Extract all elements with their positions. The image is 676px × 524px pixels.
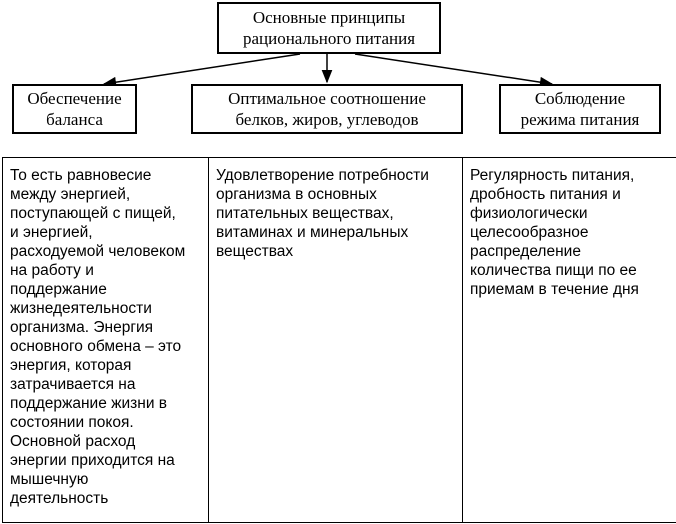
diet-regime-description: Регулярность питания, дробность питания и физиологически целесообразное распределение количества пищи по ее приемам в течение дня [463, 158, 676, 523]
nutrient-ratio-box [191, 84, 463, 134]
nutrient-ratio-description: Удовлетворение потребности организма в основных питательных веществах, витаминах и минеральных веществах [209, 158, 463, 523]
arrow-to-regime [355, 54, 552, 84]
diet-regime-box [499, 84, 661, 134]
balance-label: Обеспечение баланса [27, 89, 122, 129]
root-principles-label: Основные принципы рационального питания [242, 8, 416, 48]
arrow-to-balance [104, 54, 300, 84]
nutrient-ratio-label: Оптимальное соотношение белков, жиров, углеводов [228, 89, 426, 129]
root-principles-box [217, 2, 441, 54]
descriptions-row [3, 158, 676, 523]
balance-description: То есть равновесие между энергией, поступающей с пищей, и энергией, расходуемой человеком на работу и поддержание жизнедеятельности организма. Энергия основного обмена – это энергия, которая затрачивается на поддержание жизни в состоянии покоя. Основной расход энергии приходится на мышечную деятельность [3, 158, 209, 523]
descriptions-table [2, 157, 676, 523]
balance-box [12, 84, 137, 134]
diet-regime-label: Соблюдение режима питания [520, 89, 640, 129]
